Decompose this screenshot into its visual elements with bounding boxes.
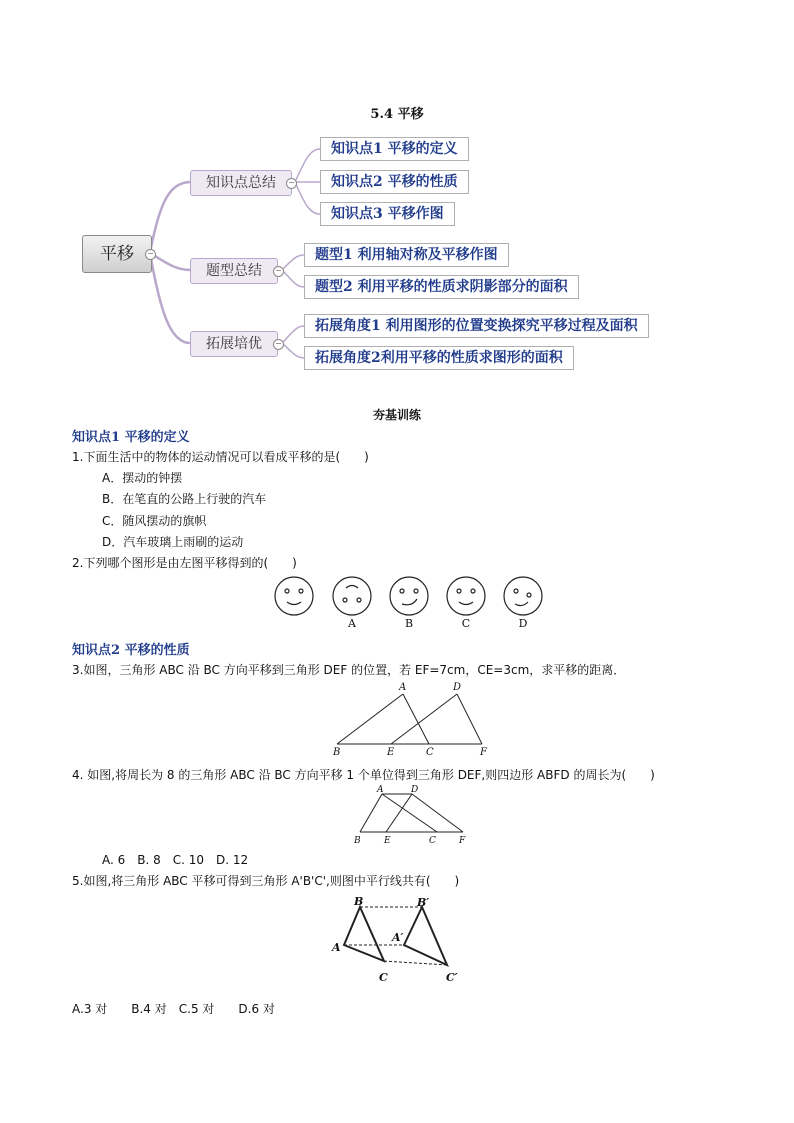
face-label-a: A [348, 617, 356, 630]
question-5-options: A.3 对 B.4 对 C.5 对 D.6 对 [72, 1002, 275, 1016]
point-label-d: D [411, 785, 419, 795]
point-label-a: A [377, 785, 384, 795]
mindmap-leaf[interactable]: 拓展角度2利用平移的性质求图形的面积 [304, 346, 574, 370]
question-1-option-c: C．随风摆动的旗帜 [102, 514, 207, 528]
question-1-option-d: D．汽车玻璃上雨刷的运动 [102, 535, 244, 549]
mindmap-leaf[interactable]: 知识点1 平移的定义 [320, 137, 469, 161]
collapse-icon[interactable]: − [145, 249, 156, 260]
face-label-d: D [518, 617, 528, 630]
mindmap-branch-knowledge[interactable]: 知识点总结 [190, 170, 292, 196]
point-label-c: C [429, 836, 436, 846]
question-2-stem: 2.下列哪个图形是由左图平移得到的( ) [72, 556, 297, 570]
point-label-e: E [384, 836, 391, 846]
collapse-icon[interactable]: − [273, 339, 284, 350]
face-label-b: B [404, 617, 414, 630]
point-label-f: F [480, 747, 487, 758]
question-3-stem: 3.如图，三角形 ABC 沿 BC 方向平移到三角形 DEF 的位置，若 EF=7cm，CE=3cm，求平移的距离． [72, 663, 626, 677]
point-label-d: D [453, 682, 462, 693]
section-title: 夯基训练 [372, 408, 421, 422]
mindmap-connectors [0, 0, 794, 400]
point-label-a-prime: A′ [392, 931, 404, 944]
question-4-stem: 4. 如图,将周长为 8 的三角形 ABC 沿 BC 方向平移 1 个单位得到三角形 DEF,则四边形 ABFD 的周长为( ) [72, 768, 655, 782]
question-1-option-b: B．在笔直的公路上行驶的汽车 [102, 492, 267, 506]
mindmap-leaf[interactable]: 拓展角度1 利用图形的位置变换探究平移过程及面积 [304, 314, 649, 338]
mindmap-leaf[interactable]: 题型1 利用轴对称及平移作图 [304, 243, 509, 267]
question-1-option-a: A．摆动的钟摆 [102, 471, 183, 485]
question-4-options: A. 6 B. 8 C. 10 D. 12 [102, 853, 249, 867]
mindmap-leaf[interactable]: 知识点2 平移的性质 [320, 170, 469, 194]
face-option-a [333, 577, 371, 615]
question-2-faces [270, 574, 550, 620]
point-label-c: C [379, 971, 388, 984]
mindmap-leaf[interactable]: 知识点3 平移作图 [320, 202, 455, 226]
collapse-icon[interactable]: − [286, 178, 297, 189]
mindmap-branch-question-types[interactable]: 题型总结 [190, 258, 278, 284]
point-label-c-prime: C′ [446, 971, 458, 984]
point-label-b: B [333, 747, 341, 758]
question-1-stem: 1.下面生活中的物体的运动情况可以看成平移的是( ) [72, 450, 369, 464]
question-3-figure [325, 680, 505, 758]
point-label-c: C [426, 747, 434, 758]
mindmap-root[interactable]: 平移 [82, 235, 152, 273]
face-label-c: C [461, 617, 471, 630]
question-5-figure [325, 893, 470, 988]
point-label-e: E [387, 747, 395, 758]
face-original [275, 577, 313, 615]
point-label-b: B [354, 836, 361, 846]
point-label-a: A [399, 682, 407, 693]
point-label-a: A [332, 941, 341, 954]
knowledge-point-heading: 知识点1 平移的定义 [72, 430, 190, 445]
point-label-b: B [354, 895, 364, 908]
point-label-b-prime: B′ [417, 896, 430, 909]
mindmap-branch-extension[interactable]: 拓展培优 [190, 331, 278, 357]
mindmap-leaf[interactable]: 题型2 利用平移的性质求阴影部分的面积 [304, 275, 579, 299]
question-5-stem: 5.如图,将三角形 ABC 平移可得到三角形 A'B'C',则图中平行线共有( ) [72, 874, 460, 888]
face-option-d [504, 577, 542, 615]
face-option-b [390, 577, 428, 615]
face-option-c [447, 577, 485, 615]
page-title: 5.4 平移 [370, 107, 424, 122]
point-label-f: F [459, 836, 466, 846]
collapse-icon[interactable]: − [273, 266, 284, 277]
question-4-figure [345, 782, 475, 848]
knowledge-point-heading: 知识点2 平移的性质 [72, 643, 190, 658]
